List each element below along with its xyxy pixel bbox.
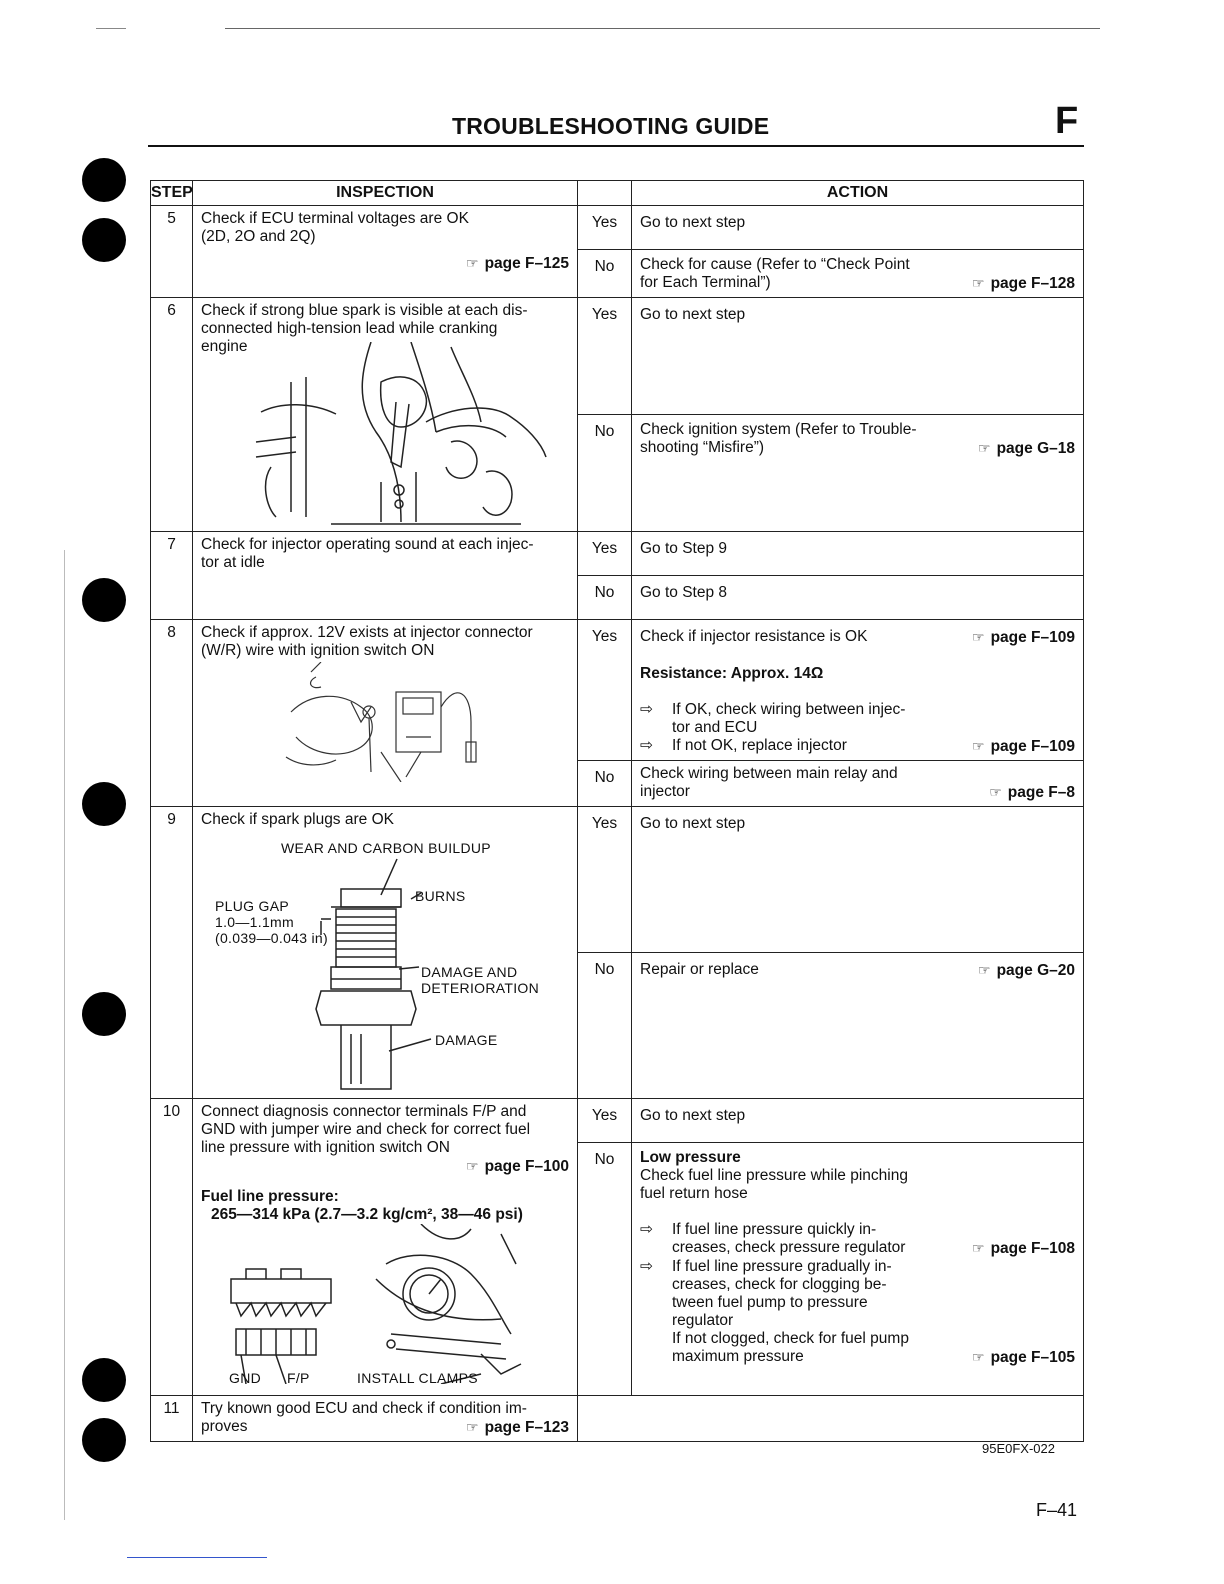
table-row (151, 807, 1084, 953)
hand-pointer-icon: ☞ (972, 275, 985, 291)
yes-label: Yes (578, 807, 632, 953)
step-number: 11 (151, 1396, 193, 1442)
no-label: No (578, 415, 632, 532)
no-label: No (578, 761, 632, 807)
top-rule (225, 28, 1100, 29)
inspection-cell (193, 1396, 578, 1442)
fuel-pressure-illustration (201, 1224, 561, 1384)
page-title: TROUBLESHOOTING GUIDE (452, 113, 770, 139)
fuel-pressure-label: Fuel line pressure: (201, 1188, 339, 1205)
troubleshooting-table (150, 180, 1084, 1442)
page-reference: ☞ page F–8 (989, 784, 1075, 801)
hand-pointer-icon: ☞ (466, 255, 479, 271)
no-label: No (578, 1143, 632, 1396)
spark-plug-figure (201, 829, 569, 1094)
action-cell (632, 953, 1084, 1099)
inspection-line: line pressure with ignition switch ON (201, 1139, 450, 1156)
inspection-line: tor at idle (201, 554, 265, 571)
hand-pointer-icon: ☞ (972, 1240, 985, 1256)
step-number: 7 (151, 532, 193, 620)
action-cell (632, 1143, 1084, 1396)
fuel-pressure-value: 265—314 kPa (2.7—3.2 kg/cm², 38—46 psi) (211, 1206, 523, 1223)
document-code: 95E0FX-022 (982, 1441, 1055, 1456)
gnd-label: GND (229, 1370, 262, 1386)
action-cell (632, 761, 1084, 807)
action-line: for Each Terminal”) (640, 274, 771, 291)
inspection-line: Try known good ECU and check if condition im- (201, 1400, 527, 1417)
plug-gap-in: (0.039—0.043 in) (215, 930, 328, 946)
inspection-line: Check if ECU terminal voltages are OK (201, 210, 469, 227)
action-cell (632, 620, 1084, 761)
table-row (151, 620, 1084, 761)
header-blank (578, 181, 632, 206)
action-line: Go to next step (640, 815, 746, 832)
page-reference: ☞ page G–20 (978, 962, 1075, 979)
hand-pointer-icon: ☞ (989, 784, 1002, 800)
bullet-item (640, 1221, 1075, 1258)
action-cell (632, 532, 1084, 576)
action-line: If not clogged, check for fuel pump (672, 1330, 909, 1347)
yes-label: Yes (578, 620, 632, 761)
bottom-link-line (127, 1557, 267, 1558)
hand-pointer-icon: ☞ (972, 629, 985, 645)
table-row (151, 532, 1084, 576)
arrow-right-icon: ⇨ (640, 701, 653, 718)
action-line: Check for cause (Refer to “Check Point (640, 256, 910, 273)
binder-hole (82, 1358, 126, 1402)
page-reference: ☞ page F–109 (972, 629, 1075, 646)
action-line: Check if injector resistance is OK (640, 628, 868, 645)
inspection-line: proves (201, 1418, 248, 1435)
action-line: creases, check for clogging be- (672, 1276, 887, 1293)
binder-hole (82, 1418, 126, 1462)
page-reference: ☞ page F–125 (466, 255, 569, 272)
inspection-cell (193, 298, 578, 532)
resistance-spec: Resistance: Approx. 14Ω (640, 665, 824, 682)
no-label: No (578, 576, 632, 620)
yes-label: Yes (578, 1099, 632, 1143)
low-pressure-heading: Low pressure (640, 1149, 741, 1166)
hand-pointer-icon: ☞ (466, 1419, 479, 1435)
action-line: injector (640, 783, 690, 800)
plug-gap-label: PLUG GAP (215, 898, 289, 914)
page-reference: ☞ page F–100 (466, 1158, 569, 1175)
page-reference: ☞ page G–18 (978, 440, 1075, 457)
injector-voltage-illustration (281, 662, 521, 782)
section-letter: F (1055, 100, 1079, 142)
action-line: shooting “Misfire”) (640, 439, 765, 456)
inspection-line: GND with jumper wire and check for correct fuel (201, 1121, 531, 1138)
inspection-line: Check if approx. 12V exists at injector connector (201, 624, 533, 641)
inspection-cell (193, 807, 578, 1099)
inspection-line: (2D, 2O and 2Q) (201, 228, 316, 245)
action-line: Check fuel line pressure while pinching (640, 1167, 908, 1184)
arrow-right-icon: ⇨ (640, 1258, 653, 1275)
fuel-pressure-figure (201, 1224, 569, 1384)
page-reference: ☞ page F–105 (972, 1349, 1075, 1366)
spark-test-illustration (251, 342, 551, 527)
header-step: STEP (151, 181, 193, 206)
header-action: ACTION (632, 181, 1084, 206)
action-line: Check ignition system (Refer to Trouble- (640, 421, 917, 438)
binder-hole (82, 782, 126, 826)
hand-pointer-icon: ☞ (972, 1349, 985, 1365)
step-number: 9 (151, 807, 193, 1099)
page-reference: ☞ page F–108 (972, 1240, 1075, 1257)
hand-pointer-icon: ☞ (972, 738, 985, 754)
no-label: No (578, 250, 632, 298)
inspection-line: Connect diagnosis connector terminals F/P and (201, 1103, 527, 1120)
inspection-cell (193, 206, 578, 298)
empty-action-cell (578, 1396, 1084, 1442)
action-line: If fuel line pressure gradually in- (672, 1258, 892, 1275)
action-cell (632, 206, 1084, 250)
table-row (151, 298, 1084, 415)
header-inspection: INSPECTION (193, 181, 578, 206)
action-line: Repair or replace (640, 961, 759, 978)
scan-rule (96, 28, 126, 29)
action-line: Go to next step (640, 306, 746, 323)
action-line: Go to Step 9 (640, 540, 728, 557)
action-cell (632, 250, 1084, 298)
action-line: maximum pressure (672, 1348, 804, 1365)
step-number: 8 (151, 620, 193, 807)
bullet-item (640, 701, 1075, 737)
damage-deterioration-label: DETERIORATION (421, 980, 539, 996)
inspection-cell (193, 532, 578, 620)
hand-pointer-icon: ☞ (978, 440, 991, 456)
burns-label: BURNS (415, 888, 466, 904)
action-line: fuel return hose (640, 1185, 748, 1202)
table-row (151, 1396, 1084, 1442)
arrow-right-icon: ⇨ (640, 1221, 653, 1238)
inspection-cell (193, 620, 578, 807)
step-number: 10 (151, 1099, 193, 1396)
action-cell (632, 807, 1084, 953)
page-number: F–41 (1036, 1500, 1078, 1520)
action-line: If fuel line pressure quickly in- (672, 1221, 877, 1238)
damage-deterioration-label: DAMAGE AND (421, 964, 518, 980)
inspection-line: Check if spark plugs are OK (201, 811, 394, 828)
action-line: If OK, check wiring between injec- (672, 701, 906, 718)
action-line: regulator (672, 1312, 734, 1329)
action-cell (632, 1099, 1084, 1143)
action-cell (632, 576, 1084, 620)
arrow-right-icon: ⇨ (640, 737, 653, 754)
action-cell (632, 298, 1084, 415)
yes-label: Yes (578, 532, 632, 576)
spark-plug-illustration (301, 829, 501, 1094)
binder-hole (82, 578, 126, 622)
page-reference: ☞ page F–128 (972, 275, 1075, 292)
action-line: Check wiring between main relay and (640, 765, 898, 782)
inspection-line: connected high-tension lead while cranking (201, 320, 498, 337)
binder-hole (82, 158, 126, 202)
inspection-cell (193, 1099, 578, 1396)
hand-pointer-icon: ☞ (978, 962, 991, 978)
action-line: creases, check pressure regulator (672, 1239, 906, 1256)
bullet-item (640, 737, 1075, 756)
binder-hole (82, 218, 126, 262)
action-cell (632, 415, 1084, 532)
action-line: tween fuel pump to pressure (672, 1294, 868, 1311)
step-number: 6 (151, 298, 193, 532)
bullet-item (640, 1258, 1075, 1367)
no-label: No (578, 953, 632, 1099)
margin-line (64, 550, 65, 1520)
action-line: Go to next step (640, 1107, 746, 1124)
inspection-line: Check if strong blue spark is visible at each dis- (201, 302, 528, 319)
step-number: 5 (151, 206, 193, 298)
action-line: Go to Step 8 (640, 584, 728, 601)
damage-label: DAMAGE (435, 1032, 498, 1048)
table-row (151, 206, 1084, 250)
plug-gap-mm: 1.0—1.1mm (215, 914, 294, 930)
action-line: Go to next step (640, 214, 746, 231)
yes-label: Yes (578, 206, 632, 250)
title-underline (148, 145, 1084, 147)
inspection-line: engine (201, 338, 248, 355)
page-reference: ☞ page F–109 (972, 738, 1075, 755)
install-clamps-label: INSTALL CLAMPS (357, 1370, 478, 1386)
yes-label: Yes (578, 298, 632, 415)
inspection-line: Check for injector operating sound at each injec- (201, 536, 534, 553)
action-line: If not OK, replace injector (672, 737, 847, 754)
table-row (151, 1099, 1084, 1143)
inspection-line: (W/R) wire with ignition switch ON (201, 642, 435, 659)
fp-label: F/P (287, 1370, 310, 1386)
header-row (151, 181, 1084, 206)
page-reference: ☞ page F–123 (466, 1419, 569, 1436)
hand-pointer-icon: ☞ (466, 1158, 479, 1174)
binder-hole (82, 992, 126, 1036)
action-line: tor and ECU (672, 719, 758, 736)
wear-label: WEAR AND CARBON BUILDUP (281, 840, 491, 856)
